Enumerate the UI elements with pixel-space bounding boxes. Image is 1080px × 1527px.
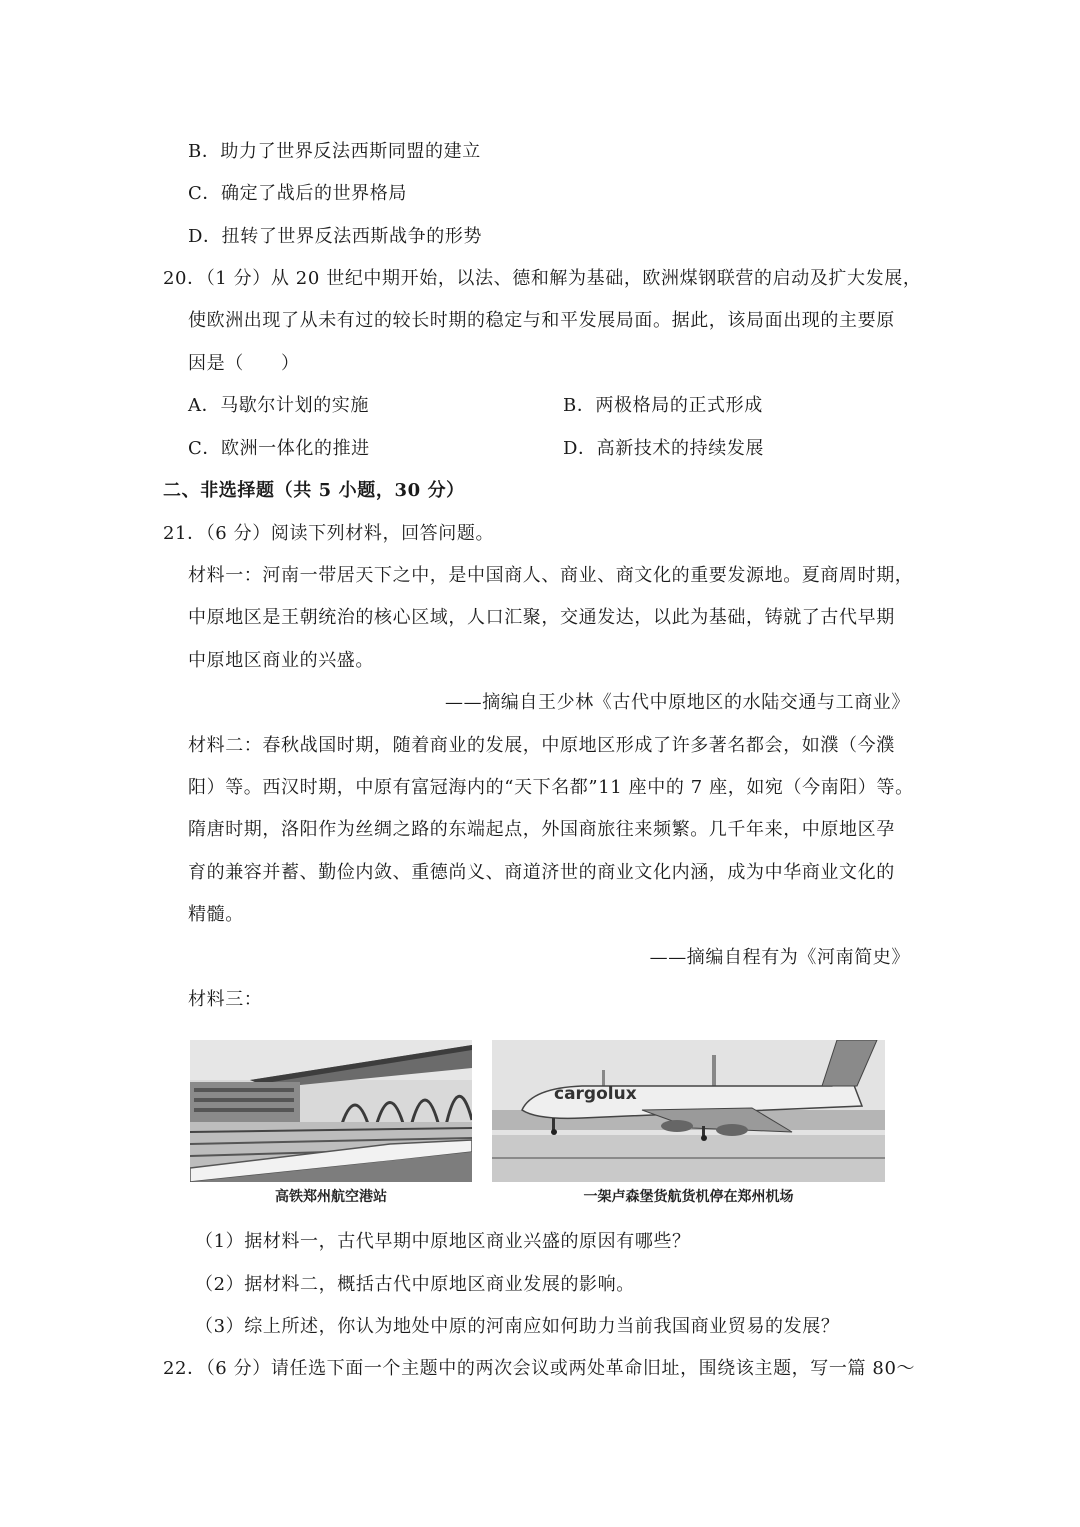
- q21-material1-source: ——摘编自王少林《古代中原地区的水陆交通与工商业》: [445, 692, 910, 713]
- q21-material2-line5: 精髓。: [188, 904, 244, 925]
- q21-material2-line1: 材料二：春秋战国时期，随着商业的发展，中原地区形成了许多著名都会，如濮（今濮: [188, 735, 895, 756]
- q21-material1-line2: 中原地区是王朝统治的核心区域，人口汇聚，交通发达，以此为基础，铸就了古代早期: [188, 607, 895, 628]
- section-heading: 二、非选择题（共 5 小题，30 分）: [163, 480, 465, 501]
- cargo-plane-caption: 一架卢森堡货航货机停在郑州机场: [583, 1189, 794, 1205]
- q20-stem-line2: 使欧洲出现了从未有过的较长时期的稳定与和平发展局面。据此，该局面出现的主要原: [188, 310, 895, 331]
- q20-option-a: A．马歇尔计划的实施: [188, 395, 369, 416]
- q21-subquestion-3: （3）综上所述，你认为地处中原的河南应如何助力当前我国商业贸易的发展？: [195, 1316, 840, 1337]
- q21-material2-line2: 阳）等。西汉时期，中原有富冠海内的“天下名都”11 座中的 7 座，如宛（今南阳）等。: [188, 777, 914, 798]
- q21-material2-line3: 隋唐时期，洛阳作为丝绸之路的东端起点，外国商旅往来频繁。几千年来，中原地区孕: [188, 819, 895, 840]
- q20-option-d: D．高新技术的持续发展: [563, 438, 765, 459]
- q21-intro: 21．（6 分）阅读下列材料，回答问题。: [163, 523, 495, 544]
- q22-stem-line1: 22．（6 分）请任选下面一个主题中的两次会议或两处革命旧址，围绕该主题，写一篇 80～: [163, 1358, 916, 1379]
- q20-option-b: B．两极格局的正式形成: [563, 395, 763, 416]
- q21-subquestion-1: （1）据材料一，古代早期中原地区商业兴盛的原因有哪些？: [195, 1231, 691, 1252]
- railway-station-photo: [190, 1040, 472, 1182]
- q20-stem-line1: 20．（1 分）从 20 世纪中期开始，以法、德和解为基础，欧洲煤钢联营的启动及扩大发展，: [163, 268, 922, 289]
- q21-material2-source: ——摘编自程有为《河南简史》: [649, 947, 910, 968]
- q20-stem-line3: 因是（ ）: [188, 353, 300, 374]
- cargo-plane-photo: [492, 1040, 885, 1182]
- q19-option-c: C．确定了战后的世界格局: [188, 183, 407, 204]
- railway-station-image: [190, 1040, 472, 1182]
- q19-option-b: B．助力了世界反法西斯同盟的建立: [188, 141, 481, 162]
- q21-subquestion-2: （2）据材料二，概括古代中原地区商业发展的影响。: [195, 1274, 635, 1295]
- cargolux-logo-text: cargolux: [554, 1084, 637, 1104]
- railway-station-caption: 高铁郑州航空港站: [275, 1189, 387, 1205]
- q20-option-c: C．欧洲一体化的推进: [188, 438, 370, 459]
- q21-material3-label: 材料三：: [188, 989, 263, 1010]
- q21-material2-line4: 育的兼容并蓄、勤俭内敛、重德尚义、商道济世的商业文化内涵，成为中华商业文化的: [188, 862, 895, 883]
- q21-material1-line1: 材料一：河南一带居天下之中，是中国商人、商业、商文化的重要发源地。夏商周时期，: [188, 565, 914, 586]
- q19-option-d: D．扭转了世界反法西斯战争的形势: [188, 226, 483, 247]
- q21-material1-line3: 中原地区商业的兴盛。: [188, 650, 374, 671]
- cargo-plane-image: [492, 1040, 885, 1182]
